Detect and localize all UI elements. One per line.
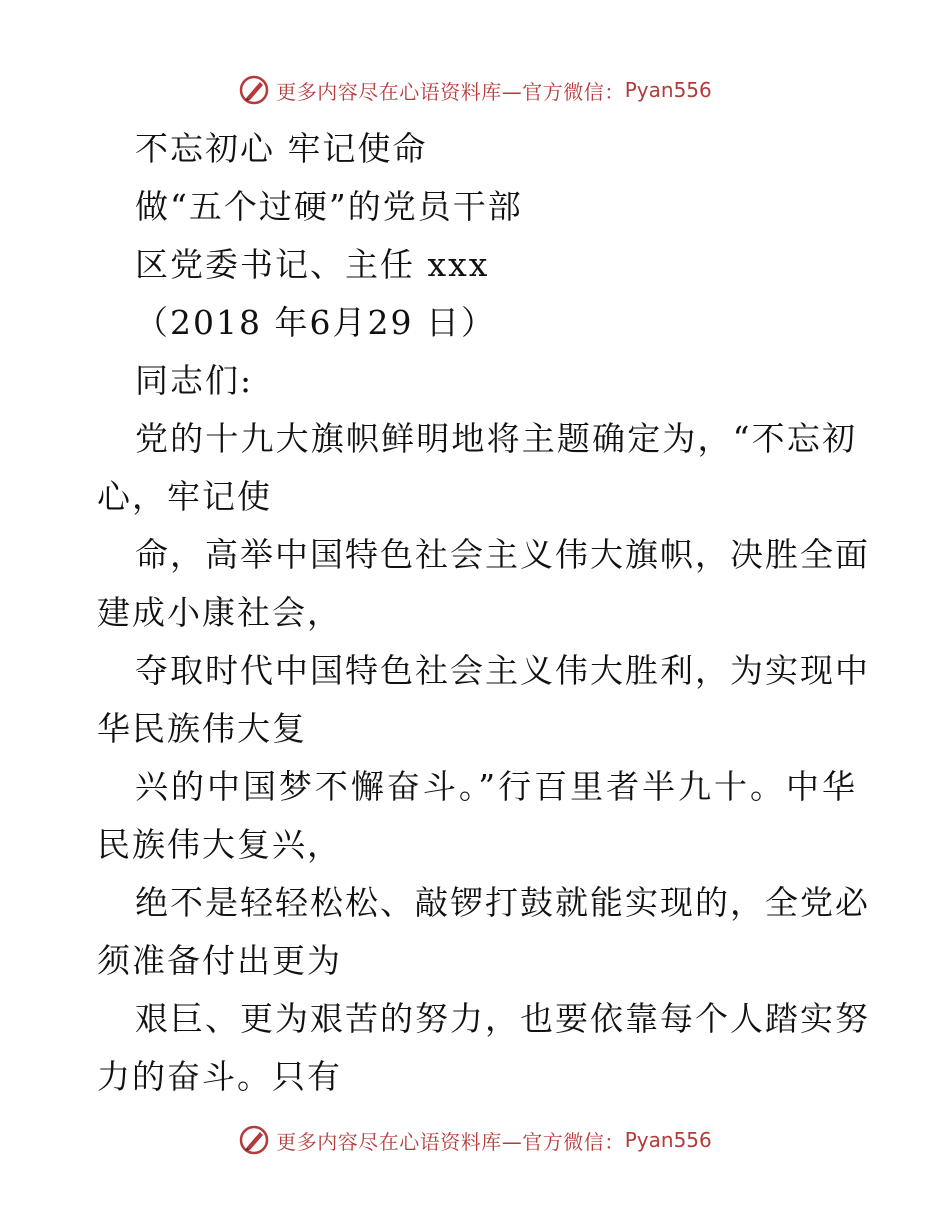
watermark-header [0, 70, 950, 110]
paragraph-line: 建成小康社会， [97, 593, 342, 632]
doc-title: 不忘初心 牢记使命 [135, 129, 428, 168]
paragraph-line: 华民族伟大复 [97, 709, 307, 748]
doc-salutation: 同志们: [135, 361, 254, 400]
watermark-text: 更多内容尽在心语资料库—官方微信： [276, 1129, 625, 1154]
watermark-text: 更多内容尽在心语资料库—官方微信： [276, 79, 625, 104]
paragraph-line: 夺取时代中国特色社会主义伟大胜利，为实现中 [135, 651, 870, 690]
paragraph-line: 命，高举中国特色社会主义伟大旗帜，决胜全面 [135, 535, 870, 574]
pen-logo-icon [238, 74, 270, 106]
document-body [97, 120, 870, 1106]
watermark-contact: Pyan556 [624, 78, 712, 102]
pen-logo-icon [238, 1124, 270, 1156]
paragraph-line: 民族伟大复兴， [97, 825, 342, 864]
paragraph-line: 须准备付出更为 [97, 941, 342, 980]
doc-date: （2018 年6月29 日） [135, 303, 496, 342]
paragraph-line: 艰巨、更为艰苦的努力，也要依靠每个人踏实努 [135, 999, 870, 1038]
paragraph-line: 绝不是轻轻松松、敲锣打鼓就能实现的，全党必 [135, 883, 870, 922]
doc-author: 区党委书记、主任 xxx [135, 245, 490, 284]
paragraph-line: 力的奋斗。只有 [97, 1057, 342, 1096]
paragraph-line: 兴的中国梦不懈奋斗。”行百里者半九十。中华 [135, 767, 857, 806]
watermark-footer [0, 1120, 950, 1160]
doc-subtitle: 做“五个过硬”的党员干部 [135, 187, 523, 226]
watermark-contact: Pyan556 [624, 1128, 712, 1152]
paragraph-line: 党的十九大旗帜鲜明地将主题确定为，“不忘初 [135, 419, 857, 458]
paragraph-line: 心，牢记使 [97, 477, 272, 516]
